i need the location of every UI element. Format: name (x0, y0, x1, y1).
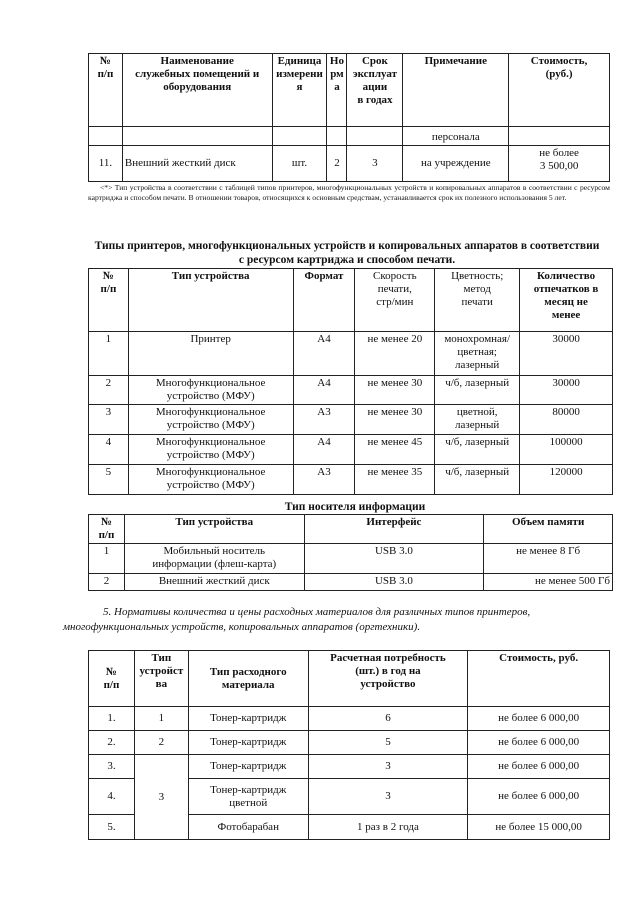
cell-no: 5. (89, 815, 135, 840)
row-name: Внешний жесткий диск (122, 146, 272, 182)
media-table (88, 514, 613, 591)
table-row (89, 405, 613, 435)
cell-material: Тонер-картридж цветной (188, 779, 308, 815)
cell-qty: 120000 (520, 465, 613, 495)
cell-type: Принтер (128, 332, 293, 376)
row-cost: не более 3 500,00 (509, 146, 610, 182)
col-header-format: Формат (293, 269, 355, 332)
table-row (89, 332, 613, 376)
cell-interface: USB 3.0 (304, 574, 484, 591)
cell-type: Многофункциональное устройство (МФУ) (128, 405, 293, 435)
media-type-heading: Тип носителя информации (284, 501, 426, 513)
cell-no: 1 (89, 332, 129, 376)
printer-types-heading: Типы принтеров, многофункциональных устройств и копировальных аппаратов в соответствии с ресурсом картриджа и способом печати. (94, 240, 600, 266)
cell-device-type: 2 (134, 731, 188, 755)
cell-cost: не более 6 000,00 (468, 779, 610, 815)
cell-speed: не менее 30 (355, 376, 435, 405)
cell-no: 4. (89, 779, 135, 815)
cell-device-type: 3 (134, 755, 188, 840)
col-header-note: Примечание (403, 54, 509, 127)
cell-color: ч/б, лазерный (435, 465, 520, 495)
cell-speed: не менее 30 (355, 405, 435, 435)
cell-color: монохромная/ цветная; лазерный (435, 332, 520, 376)
col-header-color: Цветность; метод печати (435, 269, 520, 332)
col-header-need: Расчетная потребность (шт.) в год на устройство (308, 651, 468, 707)
col-header-memory: Объем памяти (484, 515, 613, 544)
col-header-interface: Интерфейс (304, 515, 484, 544)
cell-format: А4 (293, 435, 355, 465)
cell-material: Тонер-картридж (188, 755, 308, 779)
cell-memory: не менее 8 Гб (484, 544, 613, 574)
table-row (89, 574, 613, 591)
cell-memory: не менее 500 Гб (484, 574, 613, 591)
table-row (89, 731, 610, 755)
cell-speed: не менее 20 (355, 332, 435, 376)
cell-type: Мобильный носитель информации (флеш-карта) (124, 544, 304, 574)
col-header-norm: Но рм а (327, 54, 347, 127)
cell-need: 3 (308, 755, 468, 779)
row-no: 11. (89, 146, 123, 182)
cell-qty: 30000 (520, 332, 613, 376)
cell-type: Многофункциональное устройство (МФУ) (128, 376, 293, 405)
cell-no: 2 (89, 376, 129, 405)
col-header-no: № п/п (89, 515, 125, 544)
footnote: <*> Тип устройства в соответствии с таблицей типов принтеров, многофункциональных устройств и копировальных аппаратов в соответствии с ресурсом картриджа и способом печати. В отношении товаров, относящихся к основным средствам, устанавливается срок их полезного использования 5 лет. (88, 183, 610, 202)
col-header-type: Тип устройства (128, 269, 293, 332)
printer-types-table (88, 268, 613, 495)
equipment-table (88, 53, 610, 182)
consumables-table (88, 650, 610, 840)
cell-no: 2. (89, 731, 135, 755)
col-header-no: № п/п (89, 54, 123, 127)
col-header-qty: Количество отпечатков в месяц не менее (520, 269, 613, 332)
cell-speed: не менее 35 (355, 465, 435, 495)
cell-no: 1. (89, 707, 135, 731)
table-row (89, 755, 610, 779)
cell-color: ч/б, лазерный (435, 435, 520, 465)
cell-type: Многофункциональное устройство (МФУ) (128, 465, 293, 495)
col-header-type: Тип устройства (124, 515, 304, 544)
table-row (89, 127, 610, 146)
cell-need: 1 раз в 2 года (308, 815, 468, 840)
table-row (89, 376, 613, 405)
row-term: 3 (347, 146, 403, 182)
cell-need: 3 (308, 779, 468, 815)
cell-interface: USB 3.0 (304, 544, 484, 574)
cell-speed: не менее 45 (355, 435, 435, 465)
col-header-speed: Скорость печати, стр/мин (355, 269, 435, 332)
cell-no: 4 (89, 435, 129, 465)
col-header-term: Срок эксплуат ации в годах (347, 54, 403, 127)
cell-color: цветной, лазерный (435, 405, 520, 435)
cell-qty: 30000 (520, 376, 613, 405)
col-header-unit: Единица измерени я (272, 54, 327, 127)
cell-format: А3 (293, 405, 355, 435)
cell-qty: 100000 (520, 435, 613, 465)
cell-format: А4 (293, 332, 355, 376)
table-row (89, 465, 613, 495)
table-row (89, 435, 613, 465)
note-cell: персонала (403, 127, 509, 146)
col-header-no: № п/п (89, 651, 135, 707)
col-header-name: Наименование служебных помещений и оборудования (122, 54, 272, 127)
cell-device-type: 1 (134, 707, 188, 731)
cell-no: 1 (89, 544, 125, 574)
cell-no: 2 (89, 574, 125, 591)
cell-no: 3 (89, 405, 129, 435)
row-note: на учреждение (403, 146, 509, 182)
cell-type: Многофункциональное устройство (МФУ) (128, 435, 293, 465)
cell-cost: не более 6 000,00 (468, 755, 610, 779)
cell-need: 5 (308, 731, 468, 755)
col-header-material: Тип расходного материала (188, 651, 308, 707)
cell-format: А4 (293, 376, 355, 405)
cell-no: 5 (89, 465, 129, 495)
col-header-no: № п/п (89, 269, 129, 332)
table-row (89, 544, 613, 574)
cell-material: Тонер-картридж (188, 707, 308, 731)
row-unit: шт. (272, 146, 327, 182)
cell-type: Внешний жесткий диск (124, 574, 304, 591)
cell-material: Тонер-картридж (188, 731, 308, 755)
cell-color: ч/б, лазерный (435, 376, 520, 405)
cell-cost: не более 15 000,00 (468, 815, 610, 840)
col-header-device-type: Тип устройст ва (134, 651, 188, 707)
table-row (89, 146, 610, 182)
section-5-paragraph: 5. Нормативы количества и цены расходных материалов для различных типов принтеров, многофункциональных устройств, копировальных аппаратов (оргтехники). (63, 606, 531, 633)
cell-qty: 80000 (520, 405, 613, 435)
cell-no: 3. (89, 755, 135, 779)
cell-material: Фотобарабан (188, 815, 308, 840)
col-header-cost: Стоимость, руб. (468, 651, 610, 707)
table-row (89, 707, 610, 731)
row-norm: 2 (327, 146, 347, 182)
col-header-cost: Стоимость, (руб.) (509, 54, 610, 127)
cell-cost: не более 6 000,00 (468, 707, 610, 731)
cell-cost: не более 6 000,00 (468, 731, 610, 755)
cell-format: А3 (293, 465, 355, 495)
cell-need: 6 (308, 707, 468, 731)
